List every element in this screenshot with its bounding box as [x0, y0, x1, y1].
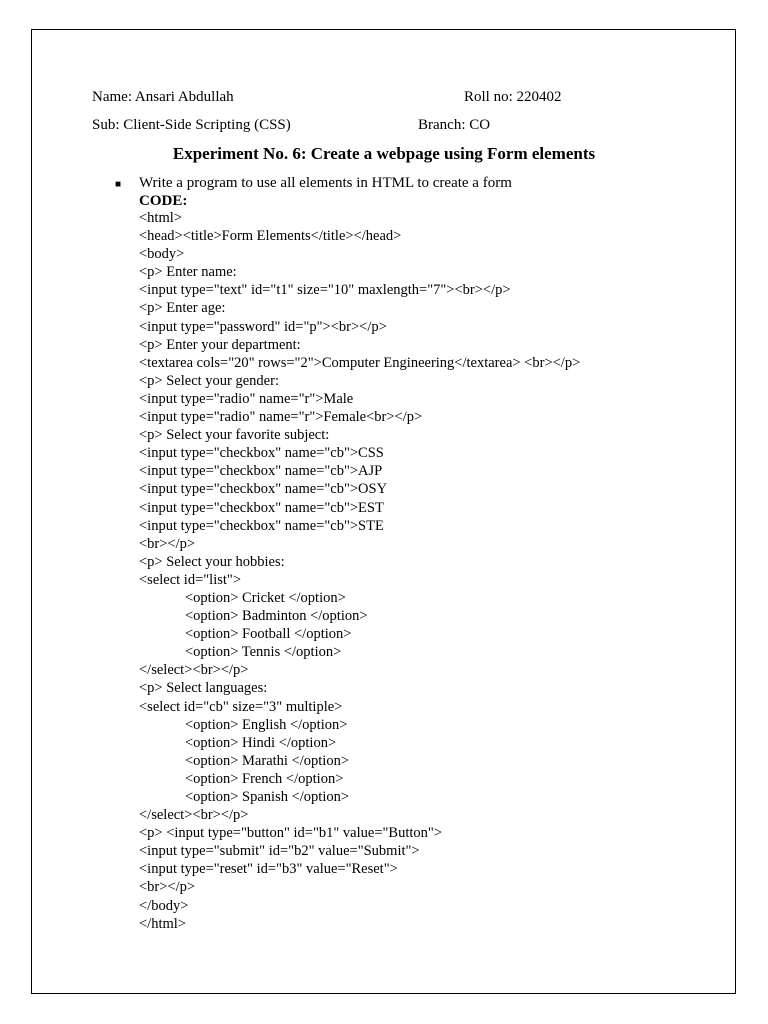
code-line: <input type="submit" id="b2" value="Submit">: [139, 843, 420, 860]
code-line: <p> Select your favorite subject:: [139, 427, 330, 444]
code-line: </select><br></p>: [139, 662, 249, 679]
code-line: <head><title>Form Elements</title></head>: [139, 228, 402, 245]
code-line: </html>: [139, 915, 186, 932]
code-line: <input type="checkbox" name="cb">AJP: [139, 463, 383, 480]
code-line: <option> Cricket </option>: [185, 589, 346, 606]
subject: Sub: Client-Side Scripting (CSS): [92, 117, 291, 133]
student-name: Name: Ansari Abdullah: [92, 89, 234, 105]
code-line: <br></p>: [139, 879, 196, 896]
code-line: <input type="checkbox" name="cb">STE: [139, 517, 384, 534]
code-line: <p> Enter name:: [139, 264, 237, 281]
code-line: <p> <input type="button" id="b1" value="Button">: [139, 825, 442, 842]
code-line: <input type="password" id="p"><br></p>: [139, 318, 387, 335]
code-line: <p> Select languages:: [139, 680, 268, 697]
branch: Branch: CO: [418, 117, 491, 133]
code-line: </body>: [139, 897, 189, 914]
code-line: <option> Tennis </option>: [185, 644, 342, 661]
code-line: <option> English </option>: [185, 716, 348, 733]
code-line: <option> Hindi </option>: [185, 734, 337, 751]
code-line: <input type="radio" name="r">Female<br></p>: [139, 409, 423, 426]
code-line: <option> French </option>: [185, 770, 344, 787]
code-line: <br></p>: [139, 535, 196, 552]
code-line: <input type="checkbox" name="cb">CSS: [139, 445, 384, 462]
bullet-icon: ■: [115, 179, 122, 190]
code-line: <input type="text" id="t1" size="10" maxlength="7"><br></p>: [139, 282, 511, 299]
code-line: <option> Badminton </option>: [185, 608, 368, 625]
code-line: <p> Select your hobbies:: [139, 553, 285, 570]
code-line: </select><br></p>: [139, 807, 249, 824]
roll-number: Roll no: 220402: [464, 89, 562, 105]
code-line: <select id="list">: [139, 571, 242, 588]
code-line: <option> Spanish </option>: [185, 789, 350, 805]
code-line: <select id="cb" size="3" multiple>: [139, 698, 343, 715]
code-line: <body>: [139, 246, 185, 263]
experiment-title: Experiment No. 6: Create a webpage using Form elements: [172, 144, 596, 163]
code-line: <option> Marathi </option>: [185, 752, 350, 769]
code-label: CODE:: [139, 193, 188, 209]
task-description: Write a program to use all elements in HTML to create a form: [139, 175, 512, 191]
code-line: <option> Football </option>: [185, 626, 352, 643]
code-line: <input type="radio" name="r">Male: [139, 390, 354, 407]
code-line: <input type="checkbox" name="cb">EST: [139, 499, 384, 516]
code-line: <html>: [139, 210, 182, 226]
code-line: <textarea cols="20" rows="2">Computer Engineering</textarea> <br></p>: [139, 354, 581, 371]
code-line: <p> Enter age:: [139, 300, 226, 317]
code-line: <p> Enter your department:: [139, 336, 301, 353]
code-block: [139, 209, 580, 933]
code-line: <p> Select your gender:: [139, 372, 279, 389]
code-line: <input type="checkbox" name="cb">OSY: [139, 481, 388, 498]
code-line: <input type="reset" id="b3" value="Reset">: [139, 861, 398, 878]
